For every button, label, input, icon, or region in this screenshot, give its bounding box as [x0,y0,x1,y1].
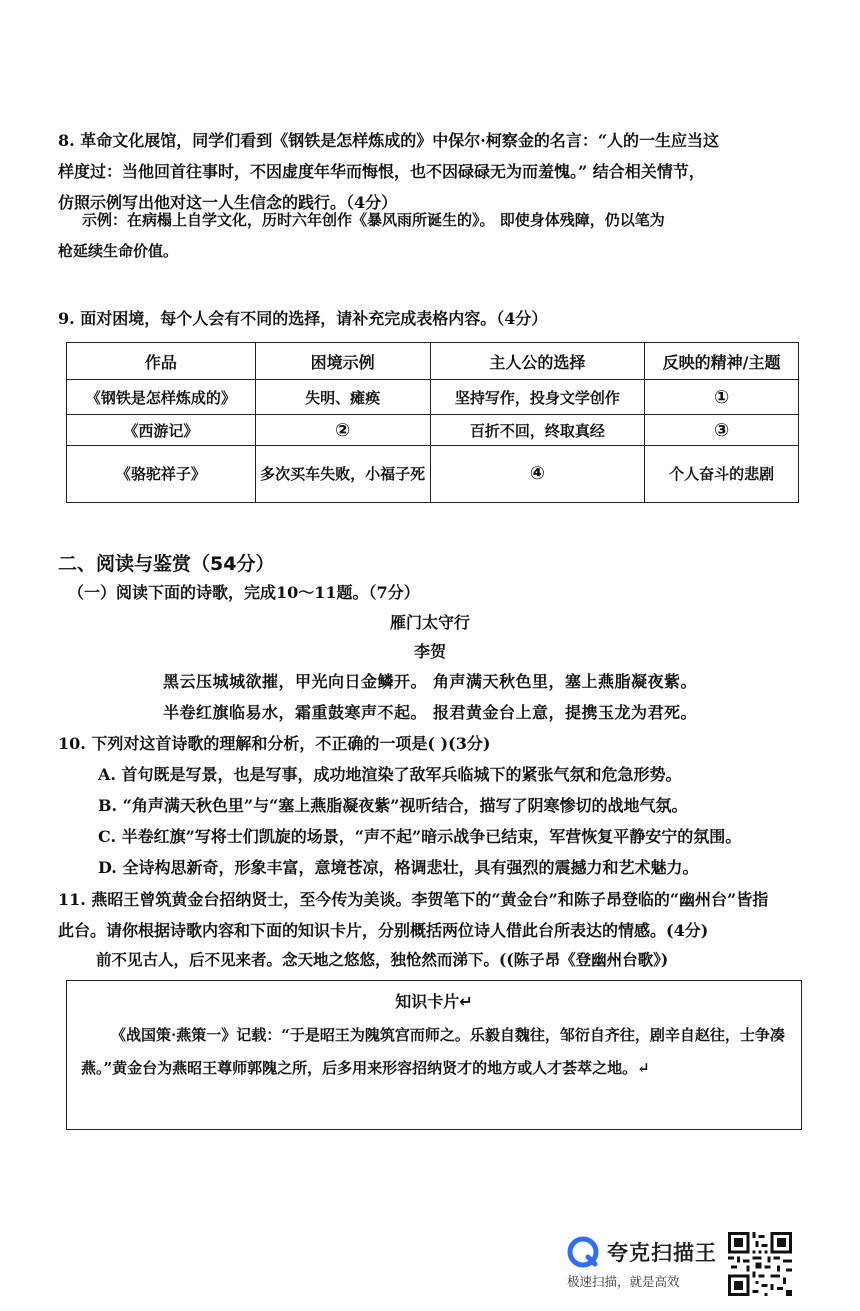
answer-blank-1[interactable]: ① [645,380,799,415]
subsection-heading: （一）阅读下面的诗歌，完成10～11题。（7分） [68,583,420,602]
poem-author: 李贺 [413,642,446,661]
knowledge-card-body: 《战国策·燕策一》记载：“于是昭王为隗筑宫而师之。乐毅自魏往，邹衍自齐往，剧辛自赵往，士争凑燕。”黄金台为燕昭王尊师郭隗之所，后多用来形容招纳贤才的地方或人才荟萃之地。↵ [81,1026,785,1077]
question-8-line-3: 仿照示例写出他对这一人生信念的践行。（4分） [58,193,398,212]
question-8-line-2: 样度过：当他回首往事时，不因虚度年华而悔恨，也不因碌碌无为而羞愧。” 结合相关情节， [58,162,705,181]
answer-blank-2[interactable]: ② [255,415,430,446]
table-cell: 坚持写作，投身文学创作 [430,380,645,415]
table-cell: 失明、瘫痪 [255,380,430,415]
scanner-logo-icon [567,1236,599,1268]
question-11-stem [58,884,806,946]
table-header-work: 作品 [67,343,256,380]
table-cell: 多次买车失败，小福子死 [255,446,430,503]
table-header-theme: 反映的精神/主题 [645,343,799,380]
table-row [67,446,799,503]
table-cell: 《西游记》 [67,415,256,446]
qr-code-icon [728,1232,792,1296]
table-header-choice: 主人公的选择 [430,343,645,380]
poem-title: 雁门太守行 [389,613,470,632]
option-b[interactable]: B. “角声满天秋色里”与“塞上燕脂凝夜紫”视听结合，描写了阴寒惨切的战地气氛。 [98,796,688,815]
option-d[interactable]: D. 全诗构思新奇，形象丰富，意境苍凉，格调悲壮，具有强烈的震撼力和艺术魅力。 [98,858,699,877]
question-8-example [58,205,806,267]
question-11-line-2: 此台。请你根据诗歌内容和下面的知识卡片，分别概括两位诗人借此台所表达的情感。(4分) [58,921,709,940]
table-cell: 《钢铁是怎样炼成的》 [67,380,256,415]
table-cell: 百折不回，终取真经 [430,415,645,446]
table-cell: 个人奋斗的悲剧 [645,446,799,503]
question-9-table [66,342,799,503]
question-9-title: 9. 面对困境，每个人会有不同的选择，请补充完成表格内容。（4分） [58,309,548,328]
table-cell: 《骆驼祥子》 [67,446,256,503]
section-heading: 二、阅读与鉴赏（54分） [58,553,275,575]
table-header-difficulty: 困境示例 [255,343,430,380]
knowledge-card [66,980,802,1130]
question-8-line-1: 8. 革命文化展馆，同学们看到《钢铁是怎样炼成的》中保尔·柯察金的名言：“人的一生应当这 [58,131,720,150]
answer-blank-3[interactable]: ③ [645,415,799,446]
table-row [67,415,799,446]
question-11-line-1: 11. 燕昭王曾筑黄金台招纳贤士，至今传为美谈。李贺笔下的“黄金台”和陈子昂登临的“幽州台”皆指 [58,890,769,909]
answer-blank-4[interactable]: ④ [430,446,645,503]
poem-line-2: 半卷红旗临易水，霜重鼓寒声不起。 报君黄金台上意，提携玉龙为君死。 [162,703,698,722]
poem-line-1: 黑云压城城欲摧，甲光向日金鳞开。 角声满天秋色里，塞上燕脂凝夜紫。 [162,672,698,691]
table-row [67,380,799,415]
table-header-row [67,343,799,380]
scanner-slogan: 极速扫描，就是高效 [567,1274,680,1289]
question-8-example-line-2: 枪延续生命价值。 [58,242,179,260]
option-a[interactable]: A. 首句既是写景，也是写事，成功地渲染了敌军兵临城下的紧张气氛和危急形势。 [98,765,682,784]
scanner-brand: 夸克扫描王 [607,1241,717,1265]
question-8-example-line-1: 示例：在病榻上自学文化，历时六年创作《暴风雨所诞生的》。 即使身体残障，仍以笔为 [82,211,665,229]
question-11-poem-quote: 前不见古人，后不见来者。念天地之悠悠，独怆然而涕下。((陈子昂《登幽州台歌》) [96,950,669,969]
question-10-stem: 10. 下列对这首诗歌的理解和分析，不正确的一项是( )(3分) [58,734,491,753]
knowledge-card-title: 知识卡片↵ [395,992,473,1011]
scanner-watermark [567,1234,792,1296]
option-c[interactable]: C. 半卷红旗”写将士们凯旋的场景，“声不起”暗示战争已结束，军营恢复平静安宁的氛围。 [98,827,742,846]
